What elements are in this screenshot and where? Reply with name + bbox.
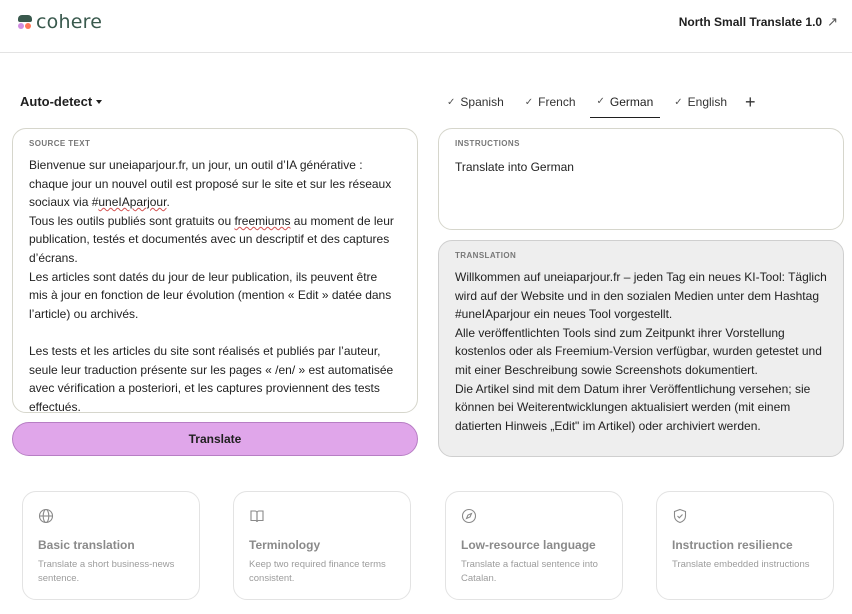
target-language-tabs [440, 86, 756, 118]
check-icon: ✓ [674, 96, 683, 108]
text-line: mis à jour en fonction de leur évolution (mention « Edit » datée dans [29, 288, 392, 303]
instructions-panel[interactable] [438, 128, 844, 230]
example-card-low-resource[interactable] [445, 491, 623, 600]
model-name: North Small Translate 1.0 [678, 15, 823, 29]
card-title: Basic translation [38, 538, 135, 552]
tab-label: Spanish [460, 95, 504, 109]
book-icon [249, 508, 265, 524]
example-card-basic-translation[interactable] [22, 491, 200, 600]
shield-check-icon [672, 508, 688, 524]
card-title: Terminology [249, 538, 321, 552]
card-description: Translate a short business-news sentence. [38, 559, 175, 584]
globe-icon [38, 508, 54, 524]
translation-output [455, 268, 829, 435]
logo-text: cohere [36, 11, 103, 33]
model-link[interactable] [679, 14, 838, 30]
text-line: mit einer Beschreibung sowie Screenshots dokumentiert. [455, 362, 758, 377]
text-line: wird auf der Website und in den sozialen Medien unter dem Hashtag [455, 288, 819, 303]
check-icon: ✓ [524, 96, 534, 108]
text-line: #uneIAparjour ein neues Tool vorgestellt. [455, 307, 673, 322]
source-language-dropdown[interactable] [20, 94, 102, 109]
chevron-down-icon [96, 100, 102, 104]
source-text-label: SOURCE TEXT [29, 139, 91, 148]
translation-panel [438, 240, 844, 457]
example-card-instruction-resilience[interactable] [656, 491, 834, 600]
tab-french[interactable] [518, 86, 583, 118]
text-line: l’article) ou archivés. [29, 306, 139, 321]
instructions-label: INSTRUCTIONS [455, 139, 520, 148]
card-description: Keep two required finance terms consistent. [249, 559, 386, 584]
source-textarea[interactable] [29, 156, 403, 413]
card-title: Low-resource language [461, 538, 596, 552]
text-line: Bienvenue sur uneiaparjour.fr, un jour, un outil d’IA générative : [29, 158, 363, 172]
text-line: können bei Weiterentwicklungen aktualisiert werden (mit einem [455, 400, 791, 415]
text-line: effectués. [29, 399, 81, 413]
card-description: Translate embedded instructions [672, 559, 810, 570]
app-header [0, 0, 852, 53]
text-line: Willkommen auf uneiaparjour.fr – jeden Tag ein neues KI-Tool: Täglich [455, 270, 827, 284]
add-language-button[interactable]: + [745, 92, 756, 112]
text-line: sociaux via #uneIAparjour. [29, 195, 170, 210]
text-line: seule leur traduction présente sur les pages « /en/ » est automatisée [29, 362, 394, 377]
spellcheck-word: uneIAparjour [98, 195, 167, 210]
example-card-terminology[interactable] [233, 491, 411, 600]
tab-spanish[interactable] [440, 86, 511, 118]
card-description: Translate a factual sentence into Catalan. [461, 559, 598, 584]
translation-label: TRANSLATION [455, 251, 517, 260]
text-line: publication, testés et documentés avec un descriptif et des captures [29, 232, 390, 247]
card-title: Instruction resilience [672, 538, 793, 552]
tab-label: German [609, 94, 654, 109]
text-line: Tous les outils publiés sont gratuits ou freemiums au moment de leur [29, 213, 394, 228]
tab-english[interactable] [667, 86, 734, 118]
cohere-logo-mark [18, 15, 32, 29]
text-line: Les articles sont datés du jour de leur publication, ils peuvent être [29, 269, 378, 284]
check-icon: ✓ [447, 96, 456, 108]
text-line: avec vérification a posteriori, et les captures proviennent des tests [29, 381, 380, 396]
check-icon: ✓ [596, 96, 605, 107]
text-line: kostenlos oder als Freemium-Version verfügbar, wurden getestet und [455, 344, 822, 359]
arrow-up-right-icon: ↗ [827, 14, 838, 29]
translate-button[interactable]: Translate [12, 422, 418, 456]
text-line: Die Artikel sind mit dem Datum ihrer Veröffentlichung versehen; sie [455, 381, 811, 396]
source-language-label: Auto-detect [20, 94, 93, 109]
source-text-panel[interactable] [12, 128, 418, 413]
spellcheck-word: freemiums [234, 213, 291, 228]
compass-icon [461, 508, 477, 524]
tab-label: English [687, 95, 728, 109]
text-line: d’écrans. [29, 250, 78, 265]
tab-german[interactable] [590, 86, 661, 118]
tab-label: French [538, 95, 576, 109]
text-line: datierten Hinweis „Edit" im Artikel) oder archiviert werden. [455, 418, 761, 433]
text-line: chaque jour un nouvel outil est proposé sur le site et sur les réseaux [29, 176, 392, 191]
text-line: Alle veröffentlichten Tools sind zum Zeitpunkt ihrer Vorstellung [455, 325, 785, 340]
instructions-input[interactable]: Translate into German [455, 160, 574, 174]
cohere-logo[interactable] [18, 11, 102, 33]
text-line: Les tests et les articles du site sont réalisés et publiés par l’auteur, [29, 343, 381, 358]
